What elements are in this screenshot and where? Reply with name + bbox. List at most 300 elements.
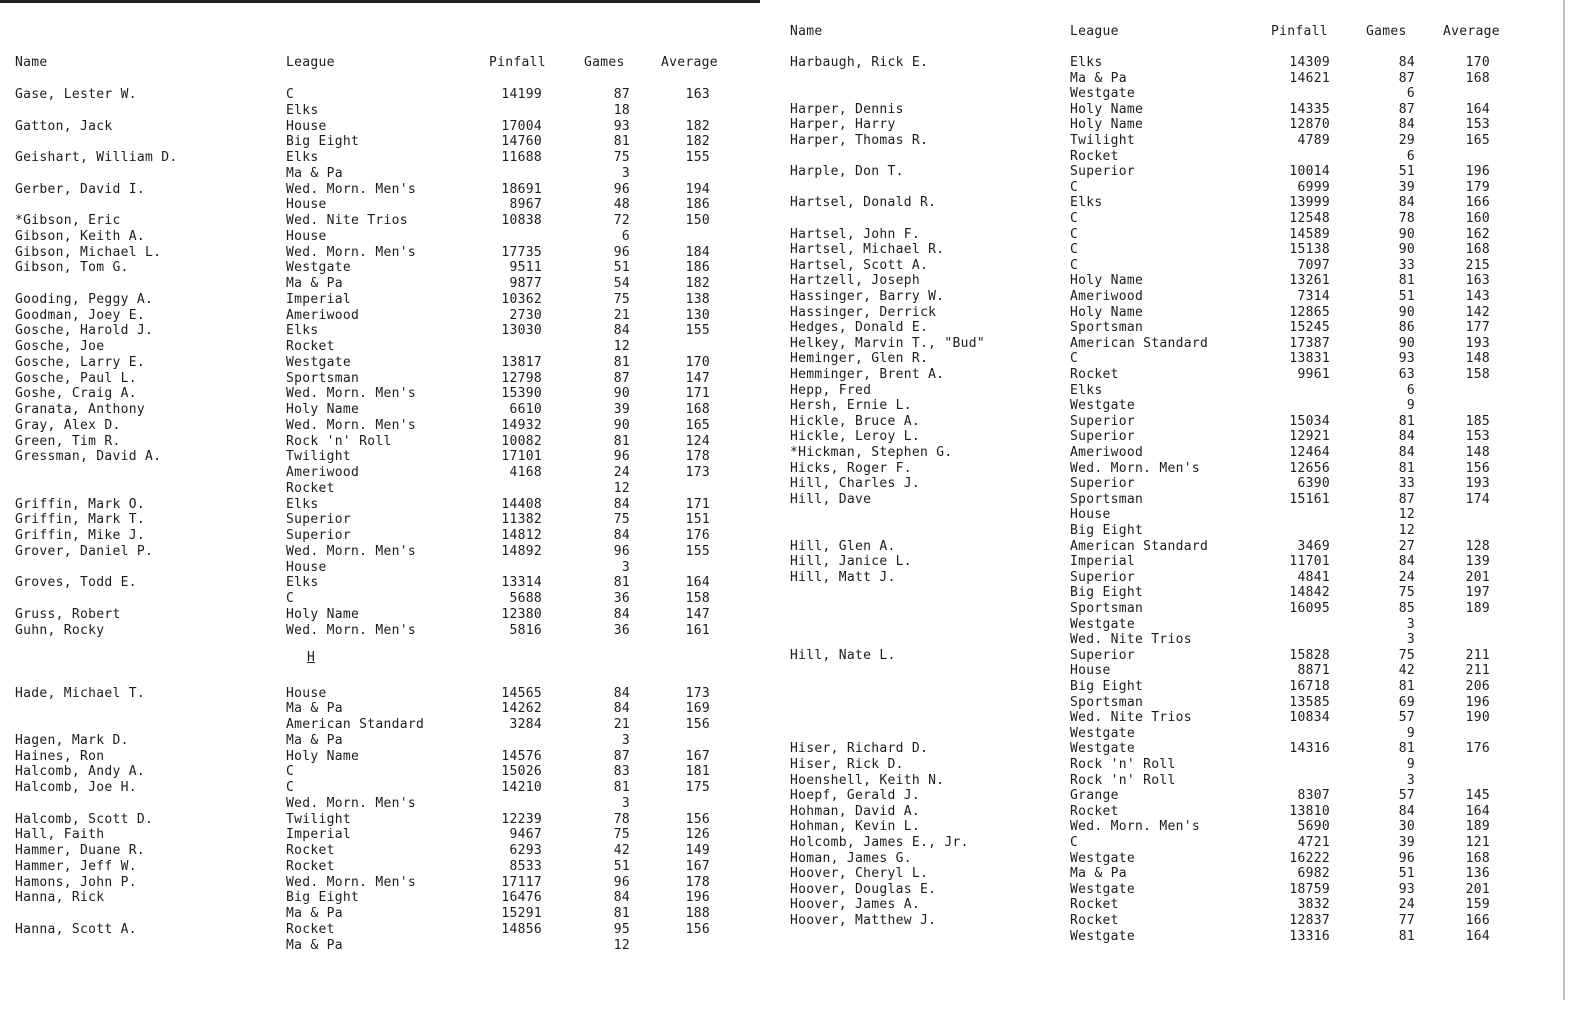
league-name: Rocket xyxy=(1070,897,1119,913)
average-value: 145 xyxy=(1465,788,1490,804)
bowler-name: Harper, Harry xyxy=(790,117,896,133)
league-name: Imperial xyxy=(1070,554,1136,570)
league-name: Rocket xyxy=(1070,148,1119,164)
games-value: 81 xyxy=(613,575,630,591)
bowler-name: Hickle, Leroy L. xyxy=(790,429,921,445)
games-value: 85 xyxy=(1398,601,1415,616)
league-name: Sportsman xyxy=(1070,320,1144,336)
games-value: 24 xyxy=(1398,897,1415,913)
bowler-name: Gressman, David A. xyxy=(15,449,162,465)
league-name: C xyxy=(1070,211,1079,226)
pinfall-value: 15291 xyxy=(501,906,542,921)
bowler-name: Hartzell, Joseph xyxy=(790,273,921,289)
pinfall-value: 13585 xyxy=(1289,694,1330,710)
league-name: Big Eight xyxy=(1070,679,1144,694)
average-value: 190 xyxy=(1465,710,1490,726)
table-row xyxy=(0,371,760,387)
games-value: 81 xyxy=(613,433,630,449)
average-value: 193 xyxy=(1465,476,1490,492)
league-name: Elks xyxy=(286,150,319,165)
league-name: Twilight xyxy=(286,811,352,827)
pinfall-value: 10834 xyxy=(1289,710,1330,726)
league-name: Wed. Morn. Men's xyxy=(1070,819,1201,835)
bowler-name: Gosche, Joe xyxy=(15,339,105,354)
table-row xyxy=(760,180,1520,196)
table-row xyxy=(0,686,760,702)
pinfall-value: 3469 xyxy=(1297,538,1330,554)
pinfall-value: 14408 xyxy=(501,496,542,512)
pinfall-value: 14621 xyxy=(1289,70,1330,86)
average-value: 147 xyxy=(685,606,710,622)
bowler-name: Hiser, Rick D. xyxy=(790,757,904,772)
league-name: Elks xyxy=(1070,55,1103,70)
games-value: 63 xyxy=(1398,367,1415,382)
league-name: Ma & Pa xyxy=(286,732,343,748)
bowler-name: Gase, Lester W. xyxy=(15,87,137,102)
average-value: 175 xyxy=(685,780,710,795)
league-name: Superior xyxy=(1070,429,1136,445)
table-row xyxy=(0,339,760,355)
table-row xyxy=(760,55,1520,71)
average-value: 182 xyxy=(685,276,710,291)
average-value: 168 xyxy=(1465,242,1490,258)
column-headers xyxy=(760,24,1520,40)
table-row xyxy=(760,336,1520,352)
bowler-name: Gerber, David I. xyxy=(15,181,146,197)
bowler-name: Hanna, Rick xyxy=(15,890,105,906)
games-value: 48 xyxy=(613,197,630,213)
header-games: Games xyxy=(584,55,625,70)
average-value: 185 xyxy=(1465,413,1490,429)
table-row xyxy=(0,733,760,749)
pinfall-value: 5690 xyxy=(1297,819,1330,835)
pinfall-value: 11701 xyxy=(1289,554,1330,570)
games-value: 84 xyxy=(613,890,630,906)
table-row xyxy=(0,764,760,780)
games-value: 9 xyxy=(1406,398,1415,414)
average-value: 158 xyxy=(1465,367,1490,382)
league-name: Big Eight xyxy=(286,134,360,150)
bowler-name: Hersh, Ernie L. xyxy=(790,398,912,414)
table-row xyxy=(0,182,760,198)
bowler-name: Hamons, John P. xyxy=(15,874,137,890)
games-value: 90 xyxy=(613,386,630,402)
average-value: 170 xyxy=(1465,55,1490,70)
table-row xyxy=(760,773,1520,789)
average-value: 168 xyxy=(685,402,710,417)
games-value: 54 xyxy=(613,276,630,291)
table-row xyxy=(0,229,760,245)
average-value: 155 xyxy=(685,323,710,339)
bowler-name: Harper, Thomas R. xyxy=(790,133,929,148)
games-value: 81 xyxy=(1398,679,1415,694)
header-average: Average xyxy=(661,55,718,70)
games-value: 9 xyxy=(1406,757,1415,772)
bowler-name: *Hickman, Stephen G. xyxy=(790,445,953,460)
table-row xyxy=(0,166,760,182)
league-name: Sportsman xyxy=(286,370,360,386)
bowler-name: Holcomb, James E., Jr. xyxy=(790,835,969,850)
games-value: 6 xyxy=(1406,148,1415,164)
pinfall-value: 13261 xyxy=(1289,273,1330,289)
pinfall-value: 10014 xyxy=(1289,164,1330,180)
table-row xyxy=(760,710,1520,726)
pinfall-value: 13030 xyxy=(501,323,542,339)
league-name: Imperial xyxy=(286,291,352,307)
table-row xyxy=(0,607,760,623)
table-row xyxy=(0,827,760,843)
games-value: 84 xyxy=(1398,429,1415,445)
bowler-name: Groves, Todd E. xyxy=(15,575,137,591)
league-name: House xyxy=(286,228,327,244)
table-row xyxy=(760,351,1520,367)
table-row xyxy=(0,402,760,418)
average-value: 186 xyxy=(685,197,710,213)
league-name: C xyxy=(286,780,295,795)
league-name: Holy Name xyxy=(286,748,360,764)
average-value: 160 xyxy=(1465,211,1490,226)
games-value: 81 xyxy=(1398,460,1415,476)
games-value: 84 xyxy=(1398,55,1415,70)
pinfall-value: 15138 xyxy=(1289,242,1330,258)
average-value: 197 xyxy=(1465,585,1490,601)
table-row xyxy=(760,102,1520,118)
games-value: 96 xyxy=(613,449,630,465)
league-name: Wed. Morn. Men's xyxy=(286,874,417,890)
average-value: 201 xyxy=(1465,881,1490,897)
table-row xyxy=(0,922,760,938)
games-value: 81 xyxy=(613,354,630,370)
bowler-name: Hoenshell, Keith N. xyxy=(790,772,945,788)
games-value: 9 xyxy=(1406,725,1415,741)
league-name: American Standard xyxy=(1070,335,1209,351)
average-value: 215 xyxy=(1465,257,1490,273)
table-row xyxy=(760,726,1520,742)
bowler-name: Hill, Matt J. xyxy=(790,569,896,585)
pinfall-value: 12656 xyxy=(1289,460,1330,476)
table-row xyxy=(760,86,1520,102)
average-value: 167 xyxy=(685,748,710,764)
table-row xyxy=(0,308,760,324)
table-row xyxy=(760,757,1520,773)
pinfall-value: 14856 xyxy=(501,921,542,937)
pinfall-value: 12870 xyxy=(1289,117,1330,133)
average-value: 173 xyxy=(685,685,710,701)
games-value: 39 xyxy=(1398,179,1415,195)
table-row xyxy=(0,119,760,135)
league-name: Rocket xyxy=(286,339,335,354)
games-value: 12 xyxy=(613,480,630,496)
table-row xyxy=(760,804,1520,820)
bowler-name: Hartsel, Scott A. xyxy=(790,257,929,273)
pinfall-value: 13314 xyxy=(501,575,542,591)
pinfall-value: 14892 xyxy=(501,543,542,559)
average-value: 176 xyxy=(685,528,710,543)
pinfall-value: 4721 xyxy=(1297,835,1330,850)
average-value: 161 xyxy=(685,622,710,638)
bowler-name: *Gibson, Eric xyxy=(15,213,121,228)
games-value: 24 xyxy=(613,465,630,480)
table-row xyxy=(0,323,760,339)
pinfall-value: 14309 xyxy=(1289,55,1330,70)
bowler-name: Gruss, Robert xyxy=(15,606,121,622)
bowler-name: Homan, James G. xyxy=(790,850,912,866)
league-name: Rocket xyxy=(286,858,335,874)
table-row xyxy=(760,695,1520,711)
average-value: 164 xyxy=(685,575,710,591)
bowler-name: Gatton, Jack xyxy=(15,118,113,134)
games-value: 42 xyxy=(613,843,630,858)
table-row xyxy=(0,843,760,859)
league-name: Imperial xyxy=(286,827,352,843)
bowler-name: Hohman, David A. xyxy=(790,803,921,819)
league-name: Westgate xyxy=(1070,725,1136,741)
games-value: 6 xyxy=(1406,382,1415,398)
games-value: 93 xyxy=(1398,881,1415,897)
league-name: Ameriwood xyxy=(286,307,360,323)
table-row xyxy=(760,585,1520,601)
average-value: 193 xyxy=(1465,335,1490,351)
pinfall-value: 6390 xyxy=(1297,476,1330,492)
games-value: 84 xyxy=(613,323,630,339)
average-value: 128 xyxy=(1465,538,1490,554)
table-row xyxy=(0,890,760,906)
league-name: Superior xyxy=(286,512,352,528)
league-name: Rocket xyxy=(286,480,335,496)
league-name: Rock 'n' Roll xyxy=(1070,772,1176,788)
league-name: Ma & Pa xyxy=(1070,866,1127,882)
average-value: 138 xyxy=(685,291,710,307)
games-value: 87 xyxy=(613,87,630,102)
pinfall-value: 17004 xyxy=(501,118,542,134)
games-value: 90 xyxy=(1398,242,1415,258)
games-value: 84 xyxy=(613,685,630,701)
games-value: 84 xyxy=(1398,803,1415,819)
header-pinfall: Pinfall xyxy=(1271,24,1328,39)
league-name: Holy Name xyxy=(1070,117,1144,133)
average-value: 153 xyxy=(1465,117,1490,133)
games-value: 75 xyxy=(613,827,630,843)
average-value: 189 xyxy=(1465,819,1490,835)
scan-edge-right xyxy=(1563,0,1565,1000)
league-name: House xyxy=(286,197,327,213)
bowler-name: Hill, Janice L. xyxy=(790,554,912,570)
table-row xyxy=(760,570,1520,586)
bowler-name: Hartsel, John F. xyxy=(790,226,921,242)
games-value: 90 xyxy=(613,417,630,433)
average-value: 151 xyxy=(685,512,710,528)
pinfall-value: 8307 xyxy=(1297,788,1330,804)
pinfall-value: 15390 xyxy=(501,386,542,402)
table-row xyxy=(0,87,760,103)
games-value: 30 xyxy=(1398,819,1415,835)
games-value: 81 xyxy=(1398,741,1415,757)
table-row xyxy=(0,449,760,465)
league-name: Rock 'n' Roll xyxy=(1070,757,1176,772)
games-value: 78 xyxy=(1398,211,1415,226)
pinfall-value: 4789 xyxy=(1297,133,1330,148)
table-row xyxy=(0,859,760,875)
league-name: Superior xyxy=(286,528,352,543)
games-value: 3 xyxy=(1406,616,1415,632)
table-row xyxy=(0,197,760,213)
table-row xyxy=(760,414,1520,430)
league-name: Elks xyxy=(286,323,319,339)
table-row xyxy=(760,617,1520,633)
bowler-name: Green, Tim R. xyxy=(15,433,121,449)
right-column xyxy=(760,0,1560,1012)
pinfall-value: 13810 xyxy=(1289,803,1330,819)
league-name: Ma & Pa xyxy=(286,276,343,291)
average-value: 164 xyxy=(1465,803,1490,819)
table-row xyxy=(760,164,1520,180)
games-value: 33 xyxy=(1398,257,1415,273)
bowler-name: Griffin, Mark T. xyxy=(15,512,146,528)
bowler-name: Hassinger, Barry W. xyxy=(790,289,945,304)
pinfall-value: 16476 xyxy=(501,890,542,906)
table-row xyxy=(0,103,760,119)
games-value: 84 xyxy=(1398,195,1415,211)
league-name: Twilight xyxy=(286,449,352,465)
league-name: Westgate xyxy=(286,354,352,370)
league-name: C xyxy=(286,764,295,780)
pinfall-value: 7097 xyxy=(1297,257,1330,273)
average-value: 147 xyxy=(685,370,710,386)
average-value: 164 xyxy=(1465,928,1490,944)
league-name: Holy Name xyxy=(1070,101,1144,117)
bowler-name: Geishart, William D. xyxy=(15,150,178,165)
table-row xyxy=(760,663,1520,679)
table-row xyxy=(0,812,760,828)
table-row xyxy=(760,461,1520,477)
average-value: 181 xyxy=(685,764,710,780)
bowler-name: Harper, Dennis xyxy=(790,101,904,117)
table-row xyxy=(760,741,1520,757)
table-row xyxy=(0,780,760,796)
pinfall-value: 14812 xyxy=(501,528,542,543)
league-name: C xyxy=(1070,242,1079,258)
pinfall-value: 14210 xyxy=(501,780,542,795)
pinfall-value: 8967 xyxy=(509,197,542,213)
average-value: 126 xyxy=(685,827,710,843)
pinfall-value: 12921 xyxy=(1289,429,1330,445)
bowler-name: Gooding, Peggy A. xyxy=(15,291,154,307)
table-row xyxy=(760,632,1520,648)
average-value: 139 xyxy=(1465,554,1490,570)
pinfall-value: 14316 xyxy=(1289,741,1330,757)
league-name: Rock 'n' Roll xyxy=(286,433,392,449)
average-value: 167 xyxy=(685,858,710,874)
table-row xyxy=(0,150,760,166)
league-name: Wed. Morn. Men's xyxy=(286,543,417,559)
table-row xyxy=(0,591,760,607)
pinfall-value: 14760 xyxy=(501,134,542,150)
header-games: Games xyxy=(1366,24,1407,39)
games-value: 3 xyxy=(1406,772,1415,788)
average-value: 156 xyxy=(685,921,710,937)
games-value: 69 xyxy=(1398,694,1415,710)
average-value: 164 xyxy=(1465,101,1490,117)
pinfall-value: 14335 xyxy=(1289,101,1330,117)
table-row xyxy=(760,383,1520,399)
league-name: Rocket xyxy=(286,843,335,858)
table-row xyxy=(0,260,760,276)
pinfall-value: 15161 xyxy=(1289,491,1330,507)
average-value: 188 xyxy=(685,906,710,921)
pinfall-value: 2730 xyxy=(509,307,542,323)
pinfall-value: 9511 xyxy=(509,260,542,276)
games-value: 3 xyxy=(1406,632,1415,648)
league-name: Grange xyxy=(1070,788,1119,804)
league-name: Ma & Pa xyxy=(286,165,343,181)
league-name: House xyxy=(1070,663,1111,679)
bowler-name: Hill, Glen A. xyxy=(790,538,896,554)
bowler-name: Hammer, Duane R. xyxy=(15,843,146,858)
league-name: Ameriwood xyxy=(286,465,360,480)
bowler-name: Hoover, Matthew J. xyxy=(790,913,937,928)
bowler-name: Hoover, James A. xyxy=(790,897,921,913)
games-value: 51 xyxy=(613,858,630,874)
league-name: Elks xyxy=(286,575,319,591)
bowler-name: Hartsel, Donald R. xyxy=(790,195,937,211)
average-value: 178 xyxy=(685,449,710,465)
table-row xyxy=(760,476,1520,492)
average-value: 130 xyxy=(685,307,710,323)
games-value: 57 xyxy=(1398,788,1415,804)
games-value: 87 xyxy=(1398,491,1415,507)
pinfall-value: 9467 xyxy=(509,827,542,843)
pinfall-value: 12464 xyxy=(1289,445,1330,460)
pinfall-value: 14565 xyxy=(501,685,542,701)
table-row xyxy=(760,788,1520,804)
average-value: 171 xyxy=(685,386,710,402)
games-value: 95 xyxy=(613,921,630,937)
league-name: Ma & Pa xyxy=(286,937,343,953)
header-pinfall: Pinfall xyxy=(489,55,546,70)
table-row xyxy=(0,355,760,371)
games-value: 29 xyxy=(1398,133,1415,148)
pinfall-value: 13999 xyxy=(1289,195,1330,211)
bowler-name: Halcomb, Scott D. xyxy=(15,811,154,827)
bowler-name: Gibson, Tom G. xyxy=(15,260,129,276)
average-value: 169 xyxy=(685,701,710,717)
games-value: 36 xyxy=(613,591,630,606)
games-value: 93 xyxy=(1398,351,1415,367)
bowler-name: Hoover, Cheryl L. xyxy=(790,866,929,882)
games-value: 75 xyxy=(1398,585,1415,601)
average-value: 189 xyxy=(1465,601,1490,616)
average-value: 121 xyxy=(1465,835,1490,850)
games-value: 96 xyxy=(613,181,630,197)
average-value: 142 xyxy=(1465,304,1490,320)
league-name: American Standard xyxy=(286,717,425,732)
league-name: C xyxy=(286,591,295,606)
bowler-name: Hepp, Fred xyxy=(790,382,872,398)
average-value: 136 xyxy=(1465,866,1490,882)
table-row xyxy=(760,539,1520,555)
games-value: 36 xyxy=(613,622,630,638)
pinfall-value: 7314 xyxy=(1297,289,1330,304)
table-row xyxy=(0,560,760,576)
league-name: Rocket xyxy=(286,921,335,937)
pinfall-value: 12798 xyxy=(501,370,542,386)
average-value: 174 xyxy=(1465,491,1490,507)
header-average: Average xyxy=(1443,24,1500,39)
league-name: Wed. Morn. Men's xyxy=(1070,460,1201,476)
table-row xyxy=(760,227,1520,243)
pinfall-value: 13316 xyxy=(1289,928,1330,944)
average-value: 168 xyxy=(1465,70,1490,86)
